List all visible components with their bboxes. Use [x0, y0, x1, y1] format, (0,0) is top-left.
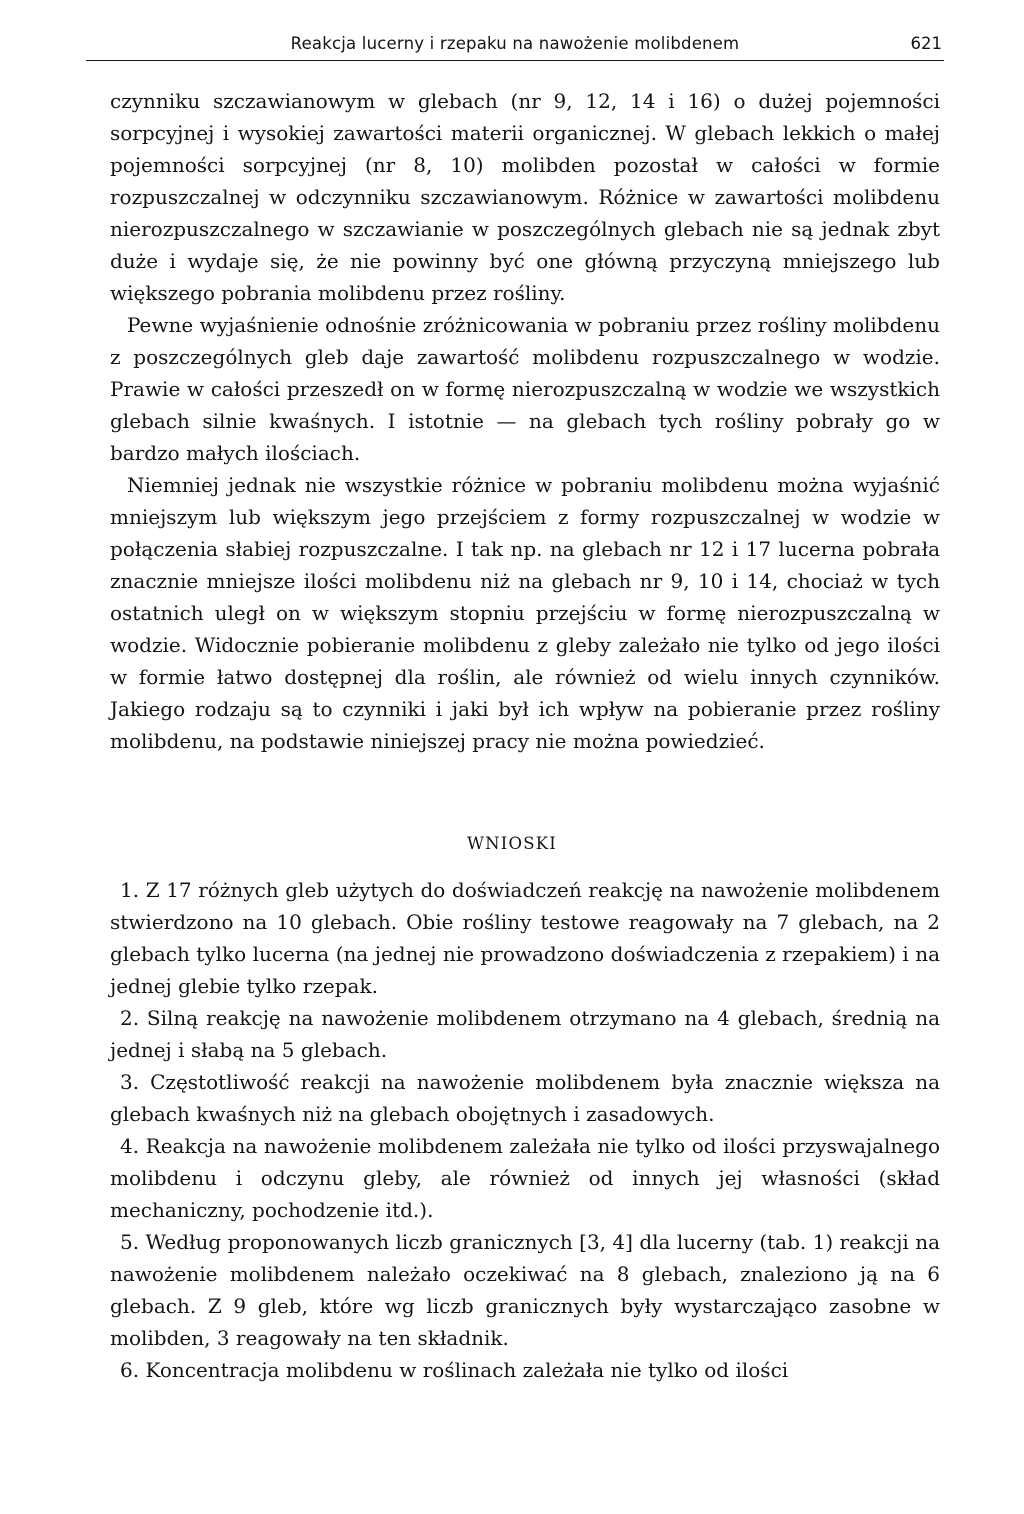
- body-text: [110, 85, 940, 757]
- conclusion-item: 2. Silną reakcję na nawożenie molibdenem otrzymano na 4 glebach, średnią na jednej i słabą na 5 glebach.: [110, 1006, 940, 1062]
- running-header: [86, 28, 944, 61]
- conclusion-item: 5. Według proponowanych liczb granicznych [3, 4] dla lucerny (tab. 1) reakcji na nawożenie molibdenem należało oczekiwać na 8 glebach, znaleziono ją na 6 glebach. Z 9 gleb, które wg liczb granicznych były wystarczająco zasobne w molibden, 3 reagowały na ten składnik.: [110, 1230, 940, 1350]
- section-heading: WNIOSKI: [467, 834, 557, 853]
- conclusion-item: 3. Częstotliwość reakcji na nawożenie molibdenem była znacznie większa na glebach kwaśnych niż na glebach obojętnych i zasadowych.: [110, 1070, 940, 1126]
- paragraph: Niemniej jednak nie wszystkie różnice w pobraniu molibdenu można wyjaśnić mniejszym lub większym jego przejściem z formy rozpuszczalnej w wodzie w połączenia słabiej rozpuszczalne. I tak np. na glebach nr 12 i 17 lucerna pobrała znacznie mniejsze ilości molibdenu niż na glebach nr 9, 10 i 14, chociaż w tych ostatnich uległ on w większym stopniu przejściu w formę nierozpuszczalną w wodzie. Widocznie pobieranie molibdenu z gleby zależało nie tylko od jego ilości w formie łatwo dostępnej dla roślin, ale również od wielu innych czynników. Jakiego rodzaju są to czynniki i jaki był ich wpływ na pobieranie przez rośliny molibdenu, na podstawie niniejszej pracy nie można powiedzieć.: [110, 473, 940, 753]
- running-title: Reakcja lucerny i rzepaku na nawożenie molibdenem: [290, 34, 740, 53]
- conclusion-item: 4. Reakcja na nawożenie molibdenem zależała nie tylko od ilości przyswajalnego molibdenu i odczynu gleby, ale również od innych jej własności (skład mechaniczny, pochodzenie itd.).: [110, 1134, 940, 1222]
- conclusions-list: [110, 874, 940, 1386]
- paragraph: Pewne wyjaśnienie odnośnie zróżnicowania w pobraniu przez rośliny molibdenu z poszczególnych gleb daje zawartość molibdenu rozpuszczalnego w wodzie. Prawie w całości przeszedł on w formę nierozpuszczalną w wodzie we wszystkich glebach silnie kwaśnych. I istotnie — na glebach tych rośliny pobrały go w bardzo małych ilościach.: [110, 313, 940, 465]
- conclusion-item: 6. Koncentracja molibdenu w roślinach zależała nie tylko od ilości: [120, 1358, 789, 1382]
- page-number: 621: [910, 34, 942, 53]
- paragraph-continued: czynniku szczawianowym w glebach (nr 9, 12, 14 i 16) o dużej pojemności sorpcyjnej i wysokiej zawartości materii organicznej. W glebach lekkich o małej pojemności sorpcyjnej (nr 8, 10) molibden pozostał w całości w formie rozpuszczalnej w odczynniku szczawianowym. Różnice w zawartości molibdenu nierozpuszczalnego w szczawianie w poszczególnych glebach nie są jednak zbyt duże i wydaje się, że nie powinny być one główną przyczyną mniejszego lub większego pobrania molibdenu przez rośliny.: [110, 89, 940, 305]
- conclusion-item: 1. Z 17 różnych gleb użytych do doświadczeń reakcję na nawożenie molibdenem stwierdzono na 10 glebach. Obie rośliny testowe reagowały na 7 glebach, na 2 glebach tylko lucerna (na jednej nie prowadzono doświadczenia z rzepakiem) i na jednej glebie tylko rzepak.: [110, 878, 940, 998]
